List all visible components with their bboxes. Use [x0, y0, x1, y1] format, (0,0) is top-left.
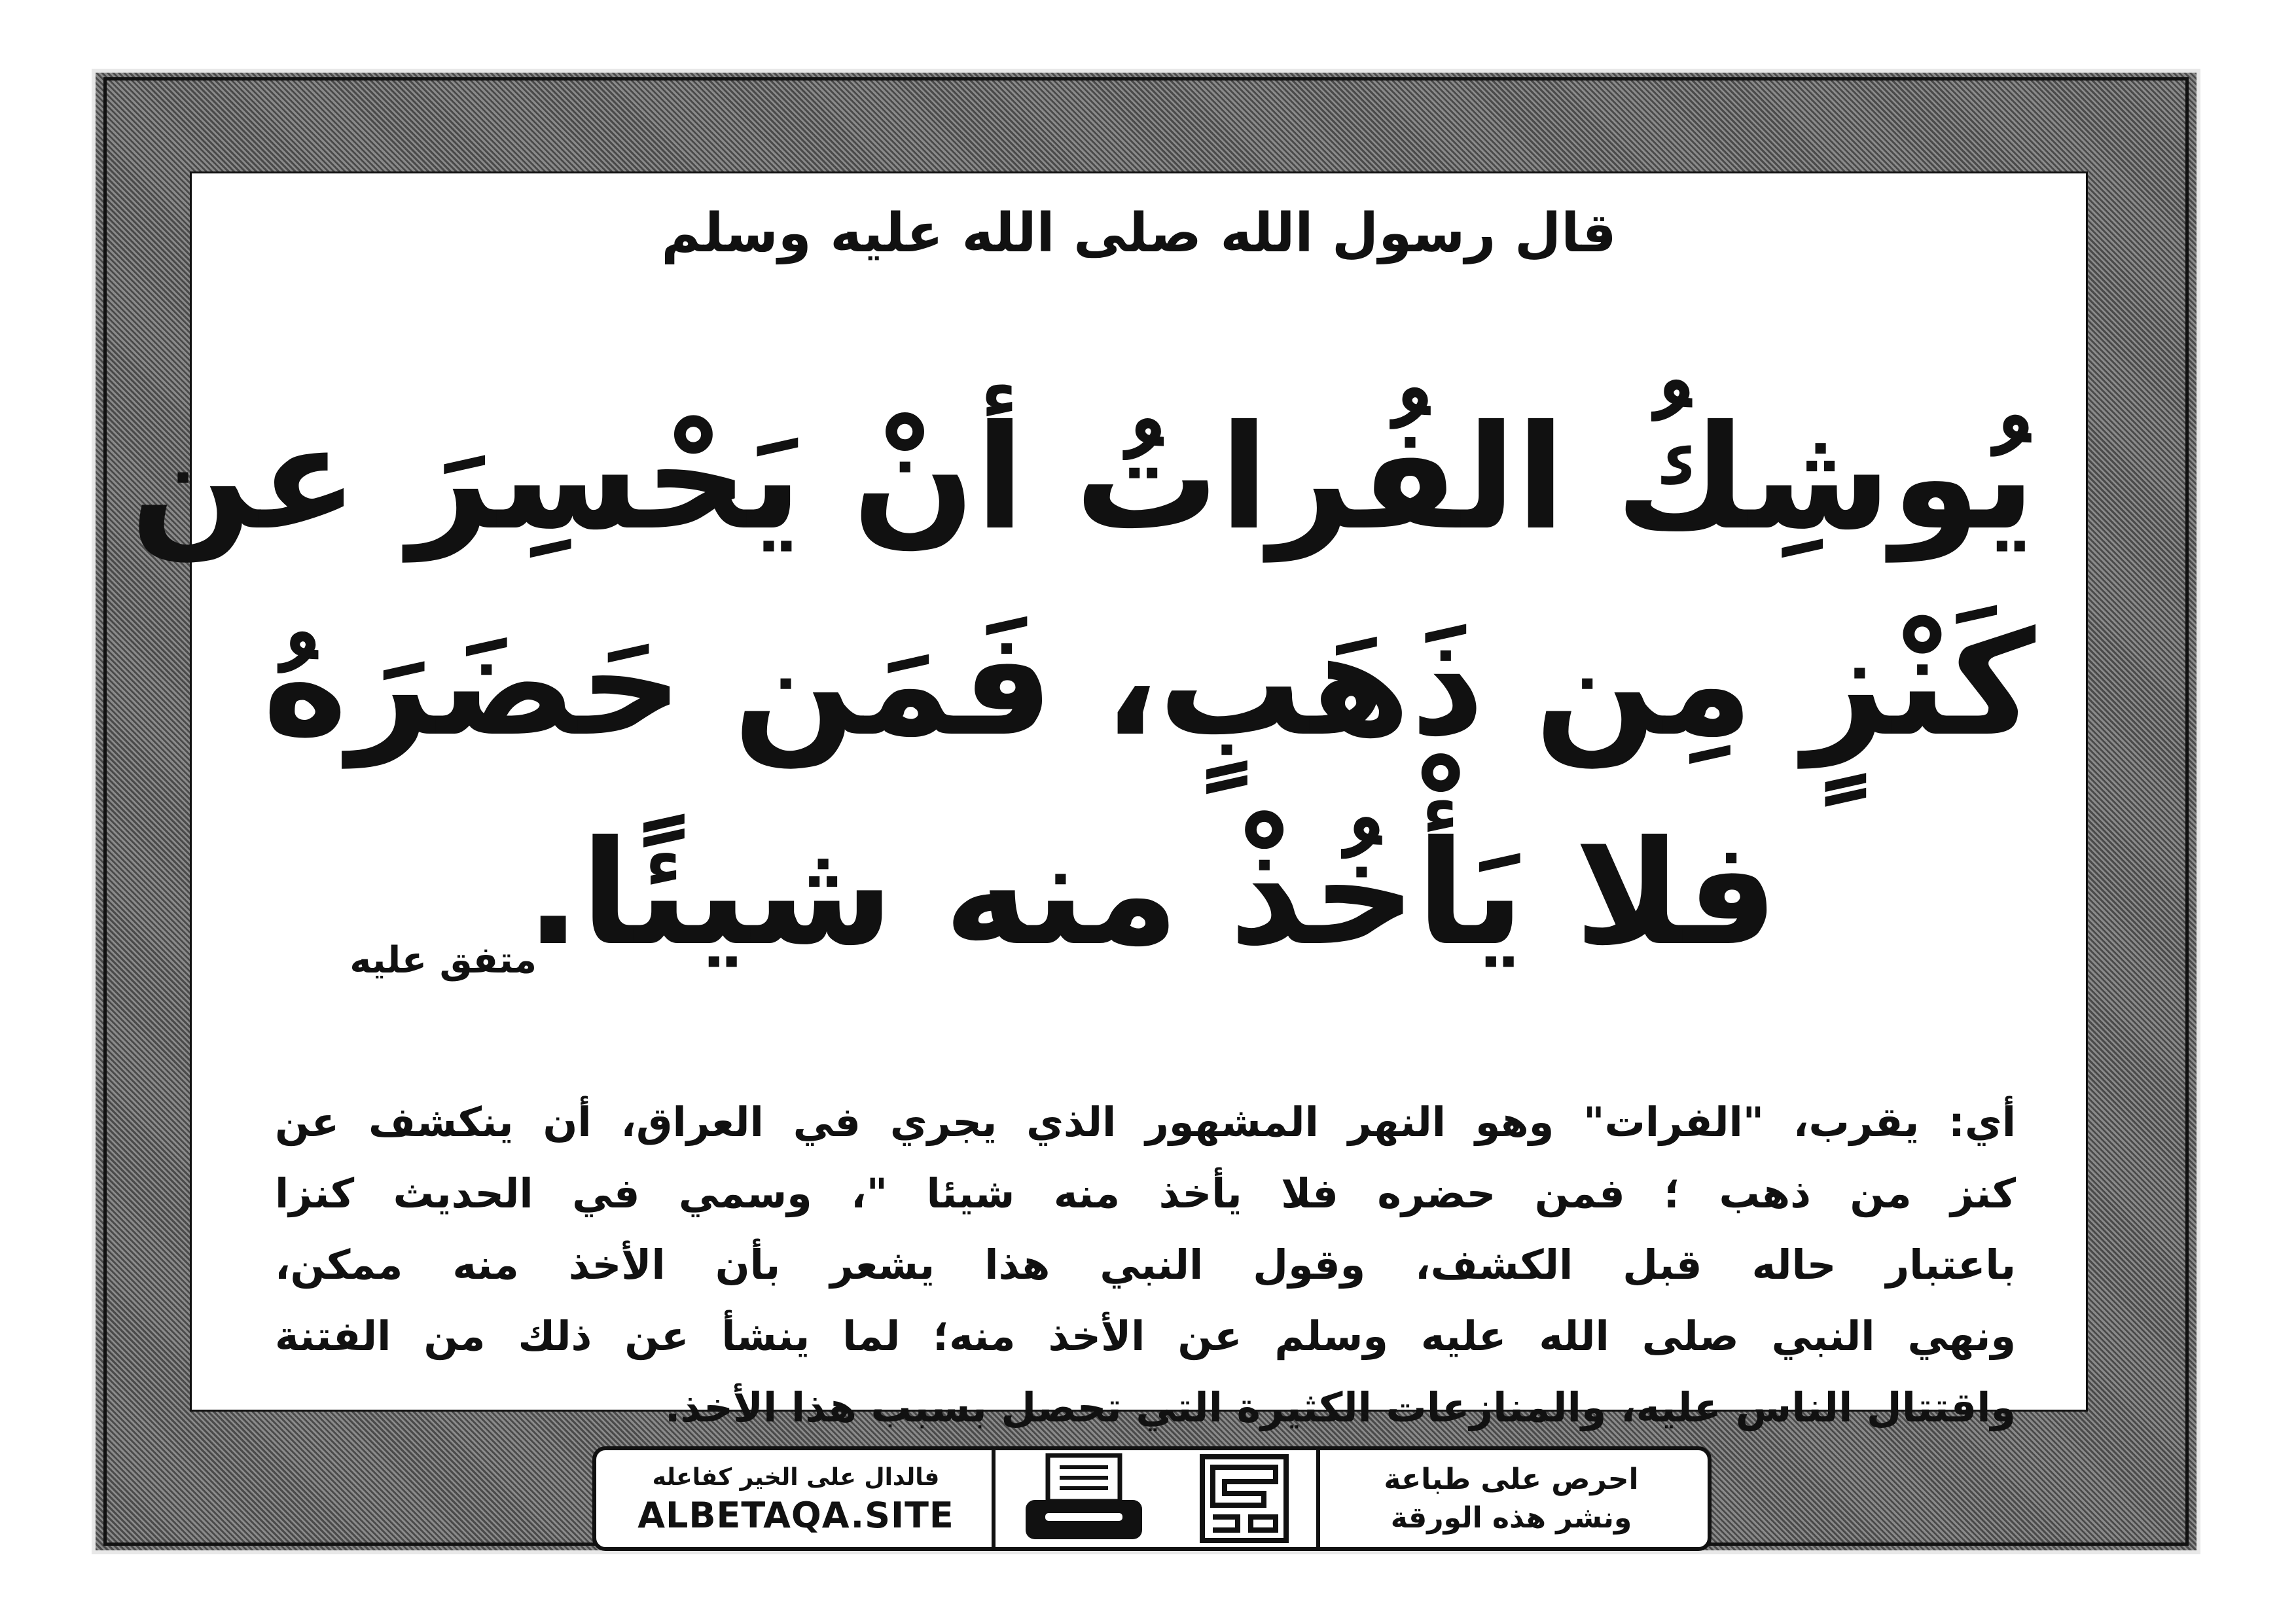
hadith-line-1: يُوشِكُ الفُراتُ أنْ يَحْسِرَ عن	[130, 394, 2036, 562]
explanation-line: كنز من ذهب ؛ فمن حضره فلا يأخذ منه شيئا "، وسمي في الحديث كنزا	[275, 1169, 2016, 1217]
footer-appeal	[1315, 1450, 1708, 1547]
footer-banner	[592, 1446, 1712, 1551]
explanation	[275, 1086, 2016, 1443]
footer-appeal-line-1: احرص على طباعة	[1384, 1462, 1639, 1496]
explanation-line: ونهي النبي صلى الله عليه وسلم عن الأخذ منه؛ لما ينشأ عن ذلك من الفتنة	[275, 1312, 2016, 1360]
hadith-source: متفق عليه	[350, 939, 537, 982]
footer-divider	[1316, 1450, 1320, 1547]
hadith-line-3: فلا يَأْخُذْ منه شيئًا.	[526, 810, 1778, 977]
hadith-line-2: كَنْزٍ مِن ذَهَبٍ، فَمَن حَضَرَهُ	[262, 600, 2036, 768]
printer-icon	[1022, 1453, 1146, 1544]
footer-slogan: فالدال على الخير كفاعله	[652, 1464, 940, 1491]
footer-appeal-line-2: ونشر هذه الورقة	[1390, 1501, 1632, 1535]
kufic-logo-icon	[1198, 1453, 1290, 1544]
heading: قال رسول الله صلى الله عليه وسلم	[661, 202, 1617, 264]
footer-website[interactable]: ALBETAQA.SITE	[637, 1494, 954, 1536]
explanation-line: أي: يقرب، "الفرات" وهو النهر المشهور الذي يجري في العراق، أن ينكشف عن	[275, 1098, 2016, 1146]
explanation-line: باعتبار حاله قبل الكشف، وقول النبي هذا يشعر بأن الأخذ منه ممكن،	[275, 1241, 2016, 1289]
footer-website-block	[596, 1450, 996, 1547]
footer-icons	[996, 1450, 1316, 1547]
explanation-line: واقتتال الناس عليه، والمنازعات الكثيرة التي تحصل بسبب هذا الأخذ.	[664, 1383, 2016, 1431]
